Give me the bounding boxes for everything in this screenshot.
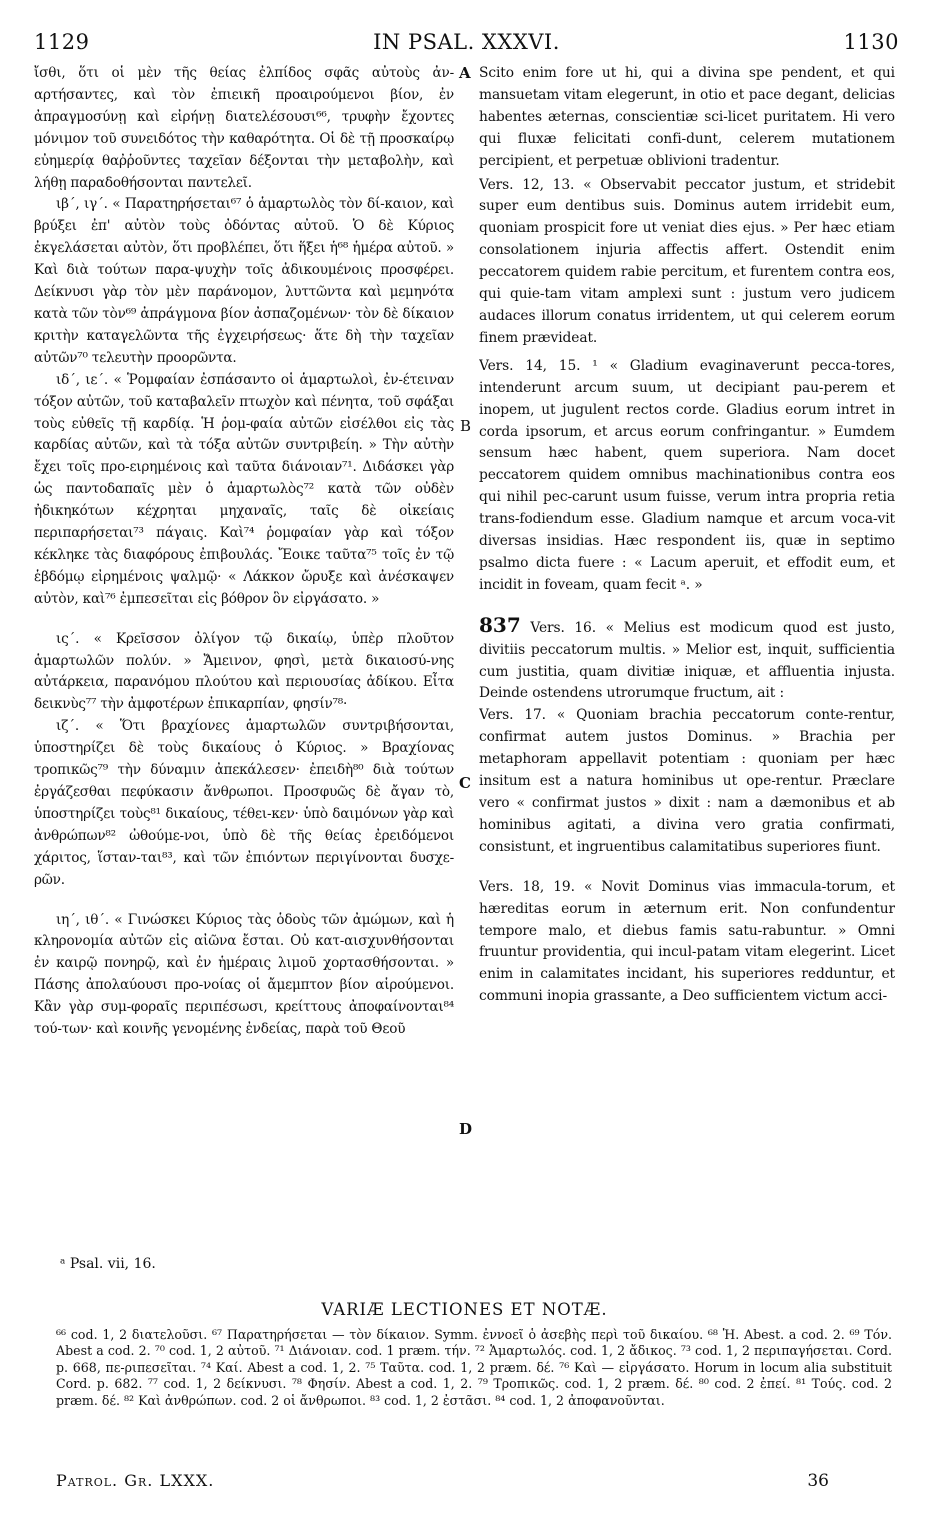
variae-lectiones-text: ⁶⁶ cod. 1, 2 διατελοῦσι. ⁶⁷ Παρατηρήσεται — τὸν δίκαιον. Symm. ἐννοεῖ ὁ ἀσεβὴς περὶ τοῦ δικαίου. ⁶⁸ Ἡ. Abest. a cod. 2. ⁶⁹ Τόν. Abest a cod. 2. ⁷⁰ cod. 1, 2 αὐτοῦ. ⁷¹ Διάνοιαν. cod. 1 præm. τήν. ⁷² Ἁμαρτωλός. cod. 1, 2 ἄδικος. ⁷³ cod. 1, 2 περιπαγήσεται. Cord. p. 668, πε-ριπεσεῖται. ⁷⁴ Καί. Abest a cod. 1, 2. ⁷⁵ Ταῦτα. cod. 1, 2 præm. δέ. ⁷⁶ Καὶ — εἰργάσατο. Horum in locum alia substituit Cord. p. 682. ⁷⁷ cod. 1, 2 δείκνυσι. ⁷⁸ Φησίν. Abest a cod. 1, 2. ⁷⁹ Τροπικῶς. cod. 1, 2 præm. δέ. ⁸⁰ cod. 2 ἐπεί. ⁸¹ Τούς. cod. 2 præm. δέ. ⁸² Καὶ ἀνθρώπων. cod. 2 οἱ ἄνθρωποι. ⁸³ cod. 1, 2 ἐστᾶσι. ⁸⁴ cod. 1, 2 ἀποφανοῦνται. <box>56 1327 892 1408</box>
greek-paragraph: ις΄. « Κρεῖσσον ὀλίγον τῷ δικαίῳ, ὑπὲρ πλοῦτον ἁμαρτωλῶν πολύν. » Ἄμεινον, φησὶ, μετὰ δικαιοσύ-νης αὐτάρκεια, παρανόμου πλούτου καὶ περιουσίας ἀδίκου. Εἶτα δεικνὺς⁷⁷ τὴν ἀμφοτέρων ἐπικαρπίαν, φησίν⁷⁸· <box>34 630 454 713</box>
variae-lectiones-title: VARIÆ LECTIONES ET NOTÆ. <box>321 1300 608 1319</box>
signature-number: 36 <box>807 1471 829 1491</box>
greek-paragraph: ιζ΄. « Ὅτι βραχίονες ἁμαρτωλῶν συντριβήσονται, ὑποστηρίζει δὲ τοὺς δικαίους ὁ Κύριος. » Βραχίονας τροπικῶς⁷⁹ τὴν δύναμιν ἀπεκάλεσεν· ἐπειδὴ⁸⁰ διὰ τούτων ἐργάζεσθαι πεφύκασιν ἄνθρωποι. Προσφυῶς δὲ ἄγαν τὸ, ὑποστηρίζει τοὺς⁸¹ δικαίους, τέθει-κεν· ὑπὸ δαιμόνων γὰρ καὶ ἀνθρώπων⁸² ὠθούμε-νοι, ὑπὸ δὲ τῆς θείας ἐρειδόμενοι χάριτος, ἵσταν-ται⁸³, καὶ τῶν ἐπιόντων περιγίνονται δυσχε-ρῶν. <box>34 718 454 888</box>
latin-paragraph: Vers. 12, 13. « Observabit peccator justum, et stridebit super eum dentibus suis. Dominus autem irridebit eum, quoniam prospicit fore ut veniat dies ejus. » Per hæc etiam consolationem injuria affectis affert. Ostendit enim peccatorem quidem rabie percitum, et furentem contra eos, qui quie-tam vitam amplexi sunt : justum vero judicem audaces illorum conatus irridentem, ut qui celerem eorum finem prævideat. <box>479 176 895 346</box>
greek-paragraph: ιδ΄, ιε΄. « Ῥομφαίαν ἐσπάσαντο οἱ ἁμαρτωλοὶ, ἐν-έτειναν τόξον αὐτῶν, τοῦ καταβαλεῖν πτωχὸν καὶ πένητα, τοῦ σφάξαι τοὺς εὐθεῖς τῇ καρδίᾳ. Ἡ ῥομ-φαία αὐτῶν εἰσέλθοι εἰς τὰς καρδίας αὐτῶν, καὶ τὰ τόξα αὐτῶν συντριβείη. » Τὴν αὐτὴν ἔχει τοῖς προ-ειρημένοις καὶ ταῦτα διάνοιαν⁷¹. Διδάσκει γὰρ ὡς παντοδαπαῖς μὲν ὁ ἁμαρτωλὸς⁷² κατὰ τῶν οὐδὲν ἠδικηκότων κέχρηται μηχαναῖς, ταῖς δὲ οἰκείαις περιπαρήσεται⁷³ πάγαις. Καὶ⁷⁴ ῥομφαίαν γὰρ καὶ τόξον κέκληκε τὰς διαφόρους ἐπιβουλάς. Ἔοικε ταῦτα⁷⁵ τοῖς ἐν τῷ ἑβδόμῳ εἰρημένοις ψαλμῷ· « Λάκκον ὤρυξε καὶ ἀνέσκαψεν αὐτὸν, καὶ⁷⁶ ἐμπεσεῖται εἰς βόθρον ὃν εἰργάσατο. » <box>34 371 454 607</box>
latin-paragraph: Vers. 16. « Melius est modicum quod est justo, divitiis peccatorum multis. » Melior est, inquit, sufficientia cum justitia, quam divitiæ iniquæ, et affluentia injusta. Deinde ostendens utrorumque fructum, ait : <box>479 619 895 702</box>
margin-marker-d: D <box>459 1120 473 1138</box>
latin-paragraph: Vers. 17. « Quoniam brachia peccatorum conte-rentur, confirmat autem justos Dominus. » Brachia per metaphoram appellavit potentiam : quoniam per hæc insitum est a natura hominibus ut ope-rentur. Præclare vero « confirmat justos » dixit : nam a dæmonibus et ab hominibus agitati, a divina vero gratia confirmati, consistunt, et ingruentibus calamitatibus superiores fiunt. <box>479 707 895 855</box>
right-page-number: 1130 <box>843 30 899 54</box>
latin-paragraph: Vers. 14, 15. ¹ « Gladium evaginaverunt pecca-tores, intenderunt arcum suum, ut decipiant pau-perem et inopem, ut jugulent rectos corde. Gladius eorum intret in corda ipsorum, et arcus eorum confringantur. » Eumdem sensum hæc habent, quem superiora. Nam docet peccatorem quidem omnibus machinationibus contra eos qui nihil pec-carunt usum fuisse, verum intra propria retia trans-fodiendum esse. Gladium namque et arcum voca-vit diversas insidias. Hæc respondent iis, quæ in septimo psalmo dicta fuere : « Lacum aperuit, et effodit eum, et incidit in foveam, quam fecit ᵃ. » <box>479 357 895 593</box>
margin-marker-b: B <box>460 417 472 435</box>
footnote: ᵃ Psal. vii, 16. <box>60 1256 156 1272</box>
page-header <box>34 30 899 56</box>
running-title: IN PSAL. XXXVI. <box>373 30 560 54</box>
greek-paragraph: ἴσθι, ὅτι οἱ μὲν τῆς θείας ἐλπίδος σφᾶς αὐτοὺς ἀν-αρτήσαντες, καὶ τὸν ἐπιεικῆ προαιρούμενοι βίον, ἐν ἀπραγμοσύνῃ καὶ εἰρήνῃ διατελέσουσι⁶⁶, τρυφὴν ἔχοντες μόνιμον τοῦ συνειδότος τὴν καθαρότητα. Οἱ δὲ τῇ προσκαίρῳ εὐημερίᾳ θαῤῥοῦντες ταχεῖαν δέξονται τὴν μεταβολὴν, καὶ λήθῃ παραδοθήσονται παντελεῖ. <box>34 65 454 191</box>
column-number: 837 <box>479 612 521 637</box>
latin-column <box>479 63 895 1008</box>
left-page-number: 1129 <box>34 30 90 54</box>
latin-paragraph-with-column-number <box>479 612 895 706</box>
greek-paragraph: ιβ΄, ιγ΄. « Παρατηρήσεται⁶⁷ ὁ ἁμαρτωλὸς τὸν δί-καιον, καὶ βρύξει ἐπ' αὐτὸν τοὺς ὀδόντας αὐτοῦ. Ὁ δὲ Κύριος ἐκγελάσεται αὐτὸν, ὅτι προβλέπει, ὅτι ἥξει ἡ⁶⁸ ἡμέρα αὐτοῦ. » Καὶ διὰ τούτων παρα-ψυχὴν τοῖς ἀδικουμένοις προσφέρει. Δείκνυσι γὰρ τὸν μὲν παράνομον, λυττῶντα καὶ μεμηνότα κατὰ τῶν τὸν⁶⁹ ἀπράγμονα βίον ἀσπαζομένων· τὸν δὲ δίκαιον κριτὴν καταγελῶντα τῆς ἐγχειρήσεως· ἅτε δὴ τὴν ταχεῖαν αὐτῶν⁷⁰ τελευτὴν προορῶντα. <box>34 196 454 366</box>
variae-lectiones <box>56 1327 892 1409</box>
margin-marker-a: A <box>459 64 471 82</box>
greek-paragraph: ιη΄, ιθ΄. « Γινώσκει Κύριος τὰς ὁδοὺς τῶν ἀμώμων, καὶ ἡ κληρονομία αὐτῶν εἰς αἰῶνα ἔσται. Οὐ κατ-αισχυνθήσονται ἐν καιρῷ πονηρῷ, καὶ ἐν ἡμέραις λιμοῦ χορτασθήσονται. » Πάσης ἀπολαύουσι προ-νοίας οἱ ἄμεμπτον βίον αἱρούμενοι. Κἂν γὰρ συμ-φοραῖς περιπέσωσι, κρείττους ἀποφαίνονται⁸⁴ τού-των· καὶ κοινῆς γενομένης ἐνδείας, παρὰ τοῦ Θεοῦ <box>34 911 454 1038</box>
latin-paragraph: Vers. 18, 19. « Novit Dominus vias immacula-torum, et hæreditas eorum in æternum erit. Non confundentur tempore malo, et diebus famis satu-rabuntur. » Omni fruuntur providentia, qui incul-patam vitam elegerint. Licet enim in calamitates incidant, his superiores redduntur, et communi inopia grassante, a Deo sufficientem victum acci- <box>479 878 895 1005</box>
page-footer <box>56 1471 829 1493</box>
latin-paragraph: Scito enim fore ut hi, qui a divina spe pendent, et qui mansuetam vitam elegerunt, in otio et pace degant, delicias habentes æternas, conscientiæ sci-licet puritatem. Hi vero qui fluxæ felicitati confi-dunt, celerem mutationem percipient, et perpetuæ oblivioni tradentur. <box>479 65 895 169</box>
margin-marker-c: C <box>459 774 471 792</box>
greek-column <box>34 63 454 1041</box>
series-signature: Patrol. Gr. LXXX. <box>56 1471 215 1490</box>
